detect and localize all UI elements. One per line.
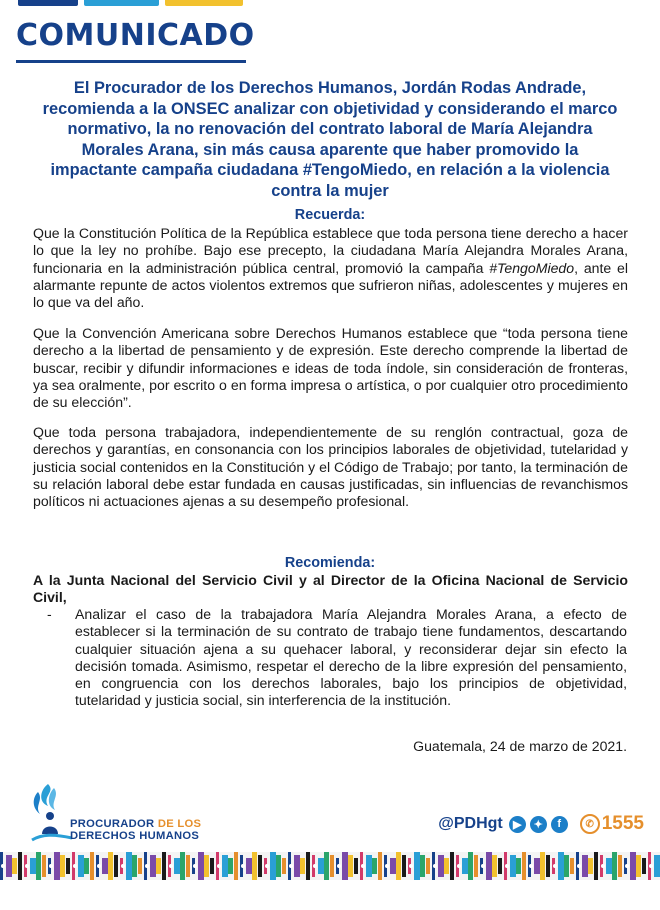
textile-stripe bbox=[654, 855, 660, 877]
textile-stripe bbox=[450, 852, 454, 880]
textile-stripe bbox=[84, 858, 89, 874]
recommendation-text: Analizar el caso de la trabajadora María Alejandra Morales Arana, a efecto de establecer si la terminación de su contrato de trabajo tiene fundamentos, descartando cualquier situación ajena a su quehacer laboral, y reconsiderar dejar sin efecto la decisión tomada. Asimismo, respetar el derecho de la libre expresión del pensamiento, en congruencia con los derechos laborales, bajo los principios de objetividad, tutelaridad y justicia social, sin interferencia de la institución. bbox=[75, 606, 627, 709]
textile-dot bbox=[553, 864, 557, 868]
textile-stripe bbox=[630, 852, 636, 880]
textile-dot bbox=[601, 864, 605, 868]
list-bullet: - bbox=[47, 606, 52, 622]
textile-stripe bbox=[126, 852, 132, 880]
recomienda-title: Recomienda: bbox=[284, 555, 376, 571]
textile-stripe bbox=[18, 852, 22, 880]
textile-stripe bbox=[78, 855, 84, 877]
textile-stripe bbox=[462, 858, 468, 874]
textile-stripe bbox=[90, 852, 94, 880]
textile-stripe bbox=[228, 858, 233, 874]
textile-stripe bbox=[198, 852, 204, 880]
date: Guatemala, 24 de marzo de 2021. bbox=[413, 738, 627, 754]
textile-stripe bbox=[180, 852, 185, 880]
page-title: COMUNICADO bbox=[16, 18, 255, 53]
logo-line2: DERECHOS HUMANOS bbox=[70, 830, 200, 842]
textile-stripe bbox=[222, 855, 228, 877]
textile-stripe bbox=[102, 858, 108, 874]
textile-stripe bbox=[396, 852, 401, 880]
textile-dot bbox=[577, 864, 581, 868]
textile-stripe bbox=[372, 858, 377, 874]
textile-stripe bbox=[156, 858, 161, 874]
textile-stripe bbox=[582, 855, 588, 877]
play-icon[interactable]: ▶ bbox=[509, 816, 526, 833]
recipient: A la Junta Nacional del Servicio Civil y al Director de la Oficina Nacional de Servicio Civil, bbox=[33, 572, 628, 606]
textile-stripe bbox=[498, 858, 502, 874]
textile-dot bbox=[337, 864, 341, 868]
textile-dot bbox=[1, 864, 5, 868]
textile-stripe bbox=[618, 855, 622, 877]
textile-stripe bbox=[300, 858, 305, 874]
recuerda-paragraph-2: Que la Convención Americana sobre Derechos Humanos establece que “toda persona tiene derecho a la libertad de pensamiento y de expresión. Este derecho comprende la libertad de buscar, recibir y difundir informaciones e ideas de toda índole, sin consideración de fronteras, ya sea oralmente, por escrito o en forma impresa o artística, o por cualquier otro procedimiento de su elección”. bbox=[33, 325, 628, 411]
textile-stripe bbox=[588, 858, 593, 874]
textile-stripe bbox=[210, 858, 214, 874]
header-color-bars bbox=[18, 0, 248, 10]
textile-stripe bbox=[612, 852, 617, 880]
textile-stripe bbox=[324, 852, 329, 880]
textile-stripe bbox=[444, 858, 449, 874]
p1-text-a: Que la Constitución Política de la República establece que toda persona tiene derecho a hacer lo que la ley no prohíbe. Bajo ese precepto, la ciudadana María Alejandra Morales Arana, funcionaria en la administración pública central, promovió la campaña bbox=[33, 225, 628, 276]
textile-stripe bbox=[522, 852, 526, 880]
textile-stripe bbox=[276, 855, 281, 877]
textile-stripe bbox=[162, 852, 166, 880]
textile-stripe bbox=[492, 855, 497, 877]
social-bar bbox=[438, 812, 644, 836]
textile-stripe bbox=[366, 855, 372, 877]
logo-de: DE LOS bbox=[157, 818, 202, 830]
textile-stripe bbox=[270, 852, 276, 880]
textile-stripe bbox=[252, 852, 257, 880]
textile-stripe bbox=[294, 855, 300, 877]
recuerda-paragraph-3: Que toda persona trabajadora, independientemente de su renglón contractual, goza de derechos y garantías, en consonancia con los principios laborales de objetividad, tutelaridad y justicia social contenidos en la Constitución y el Código de Trabajo; por tanto, la terminación de su relación laboral debe estar fundada en causas justificadas, sin influencias de revanchismos políticos ni actuaciones ajenas a su desempeño profesional. bbox=[33, 424, 628, 510]
textile-stripe bbox=[414, 852, 420, 880]
decorative-textile-strip bbox=[0, 852, 660, 880]
textile-stripe bbox=[642, 858, 646, 874]
textile-stripe bbox=[114, 855, 118, 877]
textile-stripe bbox=[330, 855, 334, 877]
textile-stripe bbox=[54, 852, 60, 880]
textile-dot bbox=[529, 864, 533, 868]
textile-stripe bbox=[474, 855, 478, 877]
textile-dot bbox=[361, 864, 365, 868]
textile-stripe bbox=[402, 855, 406, 877]
phone-number[interactable] bbox=[580, 813, 644, 835]
textile-stripe bbox=[354, 858, 358, 874]
textile-stripe bbox=[36, 852, 41, 880]
textile-dot bbox=[73, 864, 77, 868]
textile-stripe bbox=[174, 858, 180, 874]
p1-hashtag: #TengoMiedo bbox=[489, 259, 575, 276]
textile-stripe bbox=[66, 858, 70, 874]
textile-dot bbox=[505, 864, 509, 868]
pdh-logo bbox=[28, 782, 248, 848]
textile-stripe bbox=[204, 855, 209, 877]
textile-stripe bbox=[546, 855, 550, 877]
textile-dot bbox=[481, 864, 485, 868]
phone-value: 1555 bbox=[601, 813, 644, 834]
textile-stripe bbox=[186, 855, 190, 877]
textile-stripe bbox=[282, 858, 286, 874]
textile-stripe bbox=[594, 852, 598, 880]
textile-dot bbox=[625, 864, 629, 868]
textile-dot bbox=[145, 864, 149, 868]
textile-stripe bbox=[486, 852, 492, 880]
textile-stripe bbox=[108, 852, 113, 880]
textile-stripe bbox=[306, 852, 310, 880]
textile-stripe bbox=[258, 855, 262, 877]
textile-stripe bbox=[468, 852, 473, 880]
textile-stripe bbox=[342, 852, 348, 880]
textile-stripe bbox=[564, 855, 569, 877]
twitter-icon[interactable]: ✦ bbox=[530, 816, 547, 833]
textile-stripe bbox=[558, 852, 564, 880]
textile-stripe bbox=[6, 855, 12, 877]
textile-dot bbox=[169, 864, 173, 868]
textile-stripe bbox=[390, 858, 396, 874]
textile-stripe bbox=[570, 858, 574, 874]
textile-stripe bbox=[510, 855, 516, 877]
textile-stripe bbox=[138, 858, 142, 874]
textile-dot bbox=[649, 864, 653, 868]
textile-dot bbox=[49, 864, 53, 868]
textile-dot bbox=[193, 864, 197, 868]
textile-dot bbox=[457, 864, 461, 868]
textile-stripe bbox=[42, 855, 46, 877]
textile-stripe bbox=[534, 858, 540, 874]
textile-dot bbox=[409, 864, 413, 868]
textile-stripe bbox=[516, 858, 521, 874]
textile-stripe bbox=[12, 858, 17, 874]
headline: El Procurador de los Derechos Humanos, Jordán Rodas Andrade, recomienda a la ONSEC analizar con objetividad y considerando el marco normativo, la no renovación del contrato laboral de María Alejandra Morales Arana, sin más causa aparente que haber promovido la impactante campaña ciudadana #TengoMiedo, en relación a la violencia contra la mujer bbox=[42, 79, 618, 200]
textile-stripe bbox=[318, 858, 324, 874]
textile-dot bbox=[313, 864, 317, 868]
textile-dot bbox=[241, 864, 245, 868]
textile-stripe bbox=[420, 855, 425, 877]
textile-stripe bbox=[426, 858, 430, 874]
textile-dot bbox=[289, 864, 293, 868]
textile-stripe bbox=[636, 855, 641, 877]
recuerda-title: Recuerda: bbox=[294, 207, 366, 223]
textile-dot bbox=[217, 864, 221, 868]
textile-dot bbox=[97, 864, 101, 868]
textile-dot bbox=[433, 864, 437, 868]
textile-stripe bbox=[540, 852, 545, 880]
textile-stripe bbox=[246, 858, 252, 874]
textile-dot bbox=[25, 864, 29, 868]
textile-stripe bbox=[378, 852, 382, 880]
textile-dot bbox=[385, 864, 389, 868]
textile-stripe bbox=[606, 858, 612, 874]
textile-stripe bbox=[132, 855, 137, 877]
textile-stripe bbox=[438, 855, 444, 877]
textile-stripe bbox=[348, 855, 353, 877]
textile-stripe bbox=[60, 855, 65, 877]
recuerda-paragraph-1 bbox=[33, 225, 628, 311]
textile-dot bbox=[265, 864, 269, 868]
p1-text-b: , ante el alarmante repunte de actos violentos extremos que sufrieron niñas, adolescentes y mujeres en lo que va del año. bbox=[33, 259, 628, 311]
twitter-handle[interactable]: @PDHgt bbox=[438, 815, 503, 832]
facebook-icon[interactable]: f bbox=[551, 816, 568, 833]
textile-stripe bbox=[150, 855, 156, 877]
textile-stripe bbox=[234, 852, 238, 880]
textile-dot bbox=[121, 864, 125, 868]
phone-icon: ✆ bbox=[580, 814, 600, 834]
title-underline bbox=[16, 60, 246, 63]
logo-line1: PROCURADOR bbox=[70, 818, 155, 830]
textile-stripe bbox=[30, 858, 36, 874]
